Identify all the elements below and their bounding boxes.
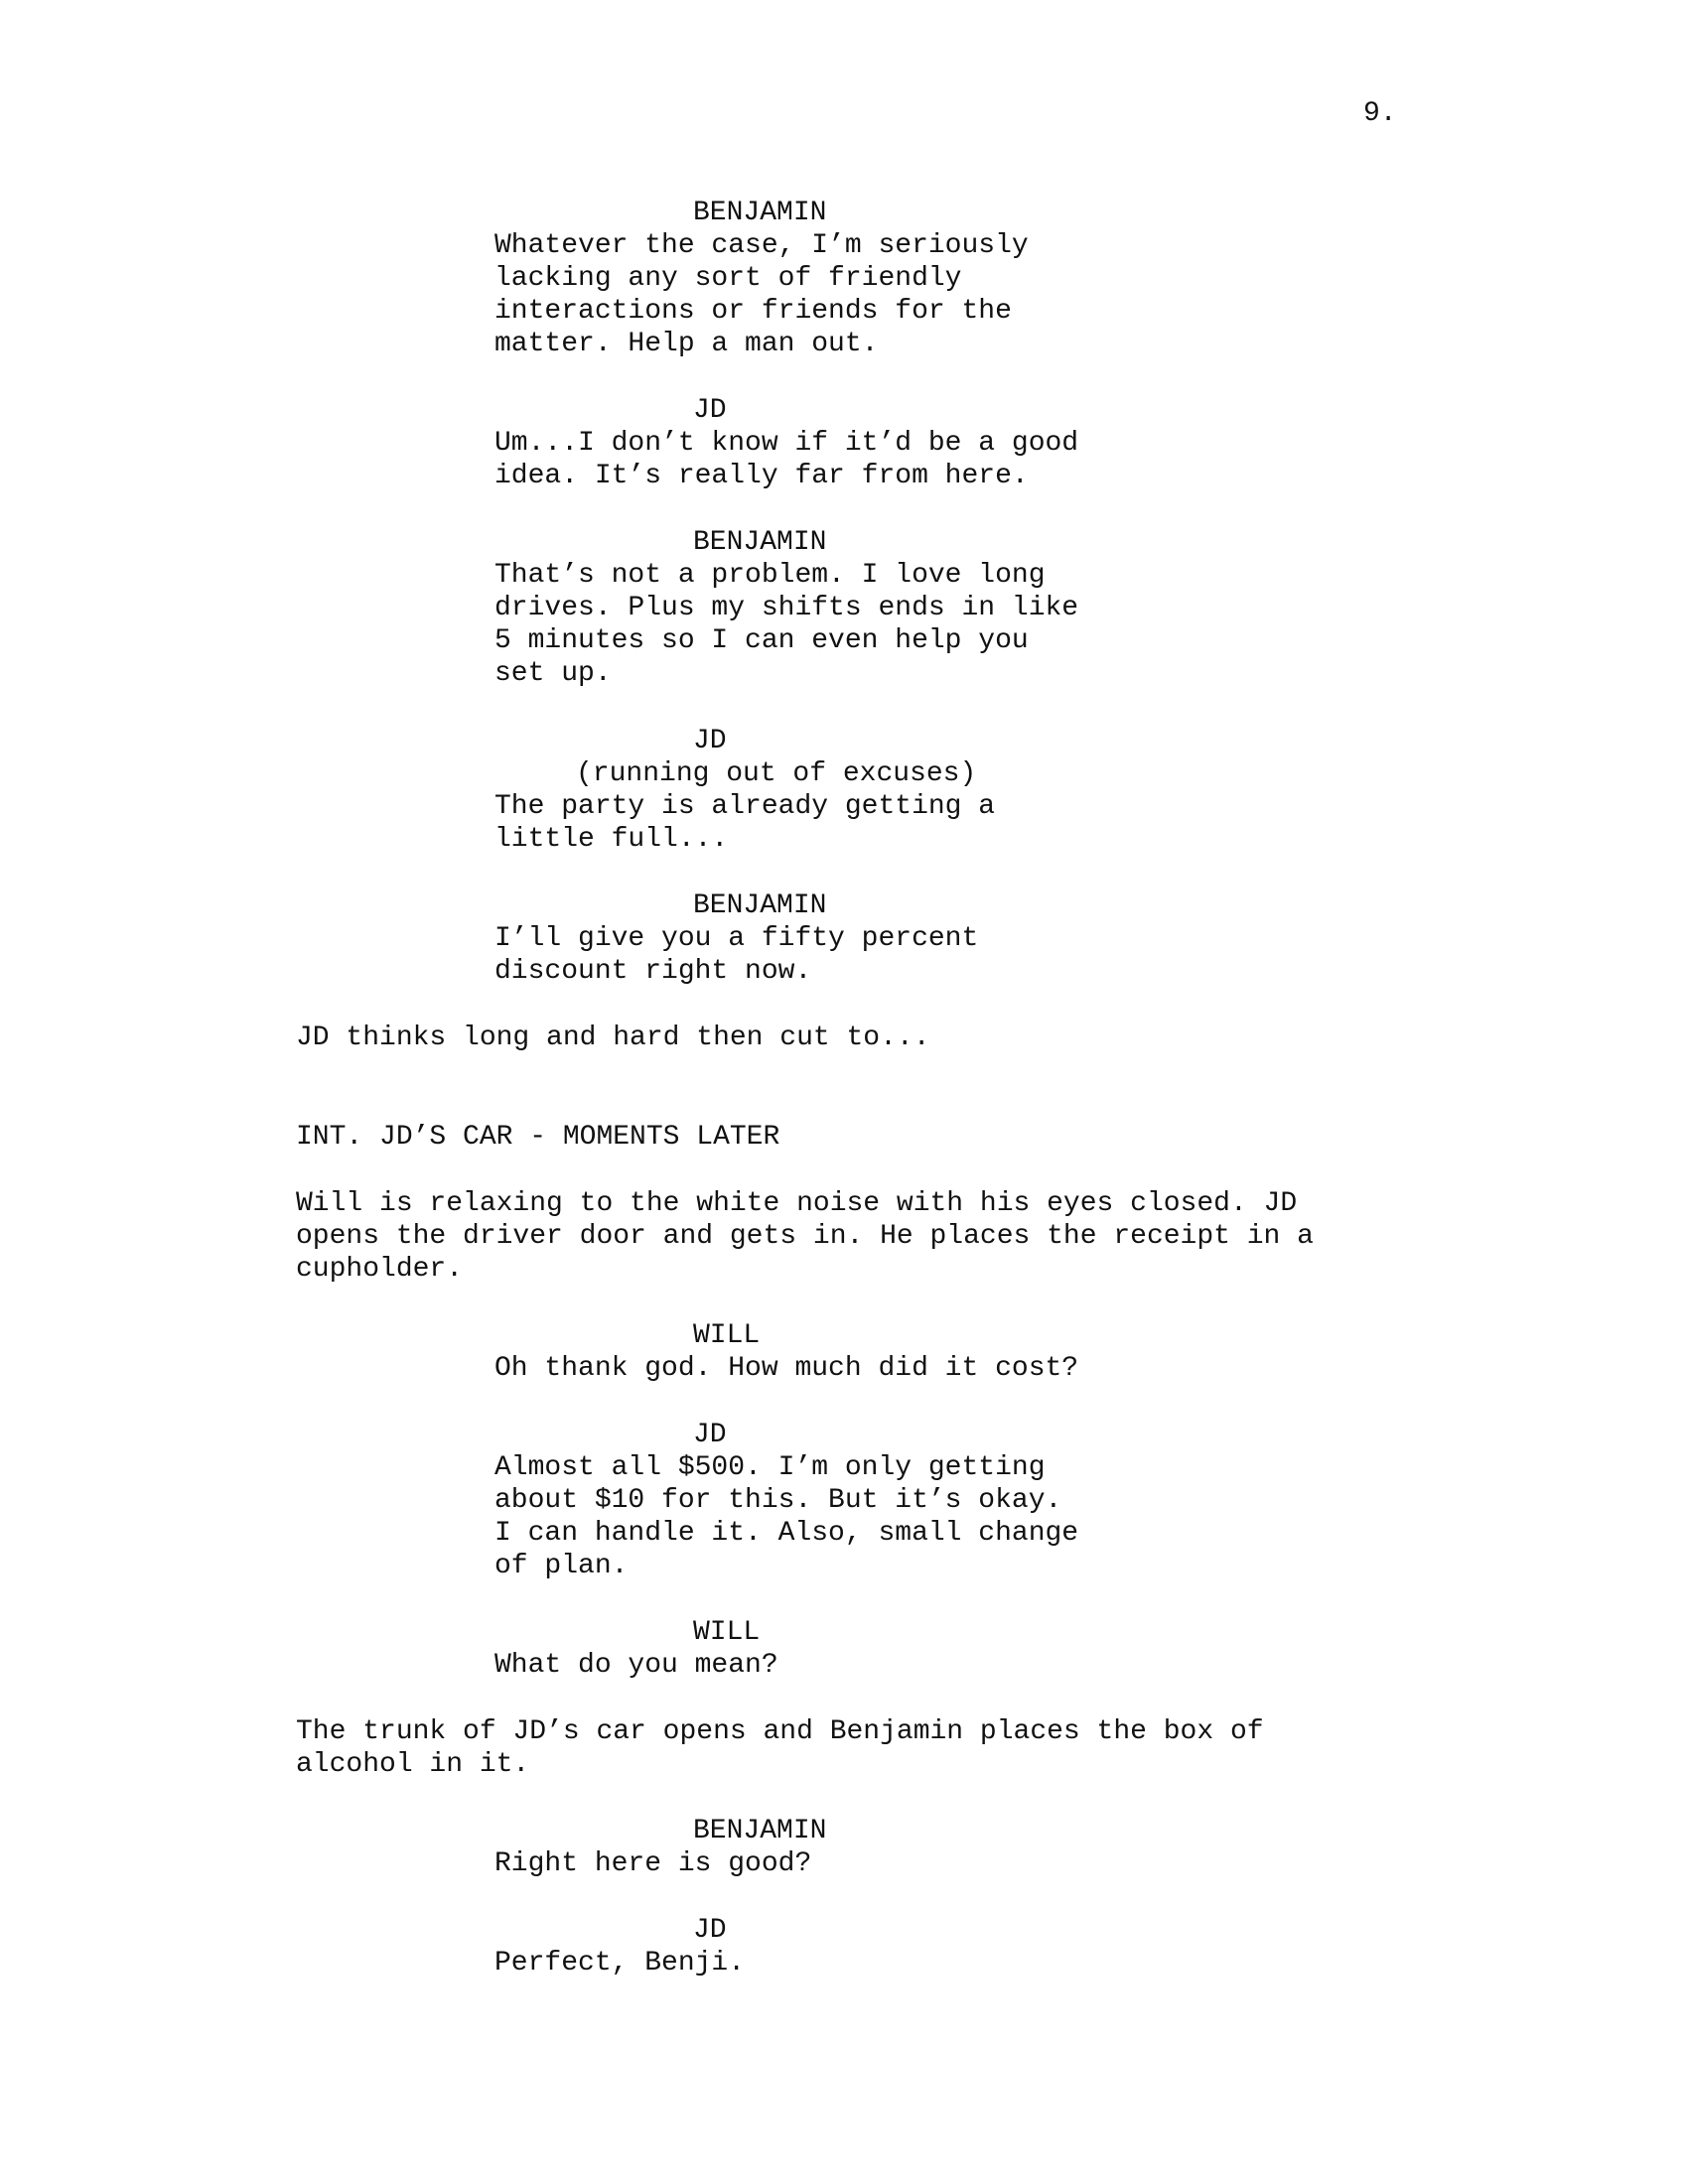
action-line: JD thinks long and hard then cut to...	[296, 1023, 930, 1053]
action-line: cupholder.	[296, 1254, 464, 1285]
dialogue-line: Perfect, Benji.	[494, 1948, 746, 1979]
dialogue-line: idea. It’s really far from here.	[494, 461, 1029, 491]
dialogue-line: I’ll give you a fifty percent	[494, 923, 979, 954]
character-name: BENJAMIN	[693, 890, 827, 921]
character-name: JD	[693, 1420, 727, 1450]
dialogue-line: I can handle it. Also, small change	[494, 1518, 1079, 1549]
dialogue-line: That’s not a problem. I love long	[494, 560, 1046, 591]
dialogue-line: discount right now.	[494, 956, 812, 987]
character-name: BENJAMIN	[693, 198, 827, 228]
dialogue-line: matter. Help a man out.	[494, 329, 879, 359]
dialogue-line: What do you mean?	[494, 1650, 778, 1681]
dialogue-line: Oh thank god. How much did it cost?	[494, 1353, 1079, 1384]
character-name: JD	[693, 1915, 727, 1946]
character-name: WILL	[693, 1320, 761, 1351]
dialogue-line: 5 minutes so I can even help you	[494, 625, 1029, 656]
page-number: 9.	[1363, 98, 1397, 129]
dialogue-line: Right here is good?	[494, 1848, 812, 1879]
dialogue-line: Whatever the case, I’m seriously	[494, 230, 1029, 261]
dialogue-line: about $10 for this. But it’s okay.	[494, 1485, 1062, 1516]
dialogue-line: set up.	[494, 658, 612, 689]
dialogue-line: Almost all $500. I’m only getting	[494, 1452, 1046, 1483]
action-line: Will is relaxing to the white noise with his eyes closed. JD	[296, 1188, 1298, 1219]
character-name: JD	[693, 395, 727, 426]
dialogue-line: little full...	[494, 824, 729, 855]
dialogue-line: of plan.	[494, 1551, 629, 1581]
character-name: BENJAMIN	[693, 527, 827, 558]
dialogue-line: The party is already getting a	[494, 791, 996, 822]
action-line: The trunk of JD’s car opens and Benjamin places the box of	[296, 1716, 1264, 1747]
action-line: alcohol in it.	[296, 1749, 530, 1780]
parenthetical: (running out of excuses)	[576, 758, 977, 789]
action-line: opens the driver door and gets in. He places the receipt in a	[296, 1221, 1314, 1252]
character-name: WILL	[693, 1617, 761, 1648]
character-name: JD	[693, 726, 727, 756]
dialogue-line: lacking any sort of friendly	[494, 263, 962, 294]
character-name: BENJAMIN	[693, 1816, 827, 1846]
scene-heading: INT. JD’S CAR - MOMENTS LATER	[296, 1122, 780, 1153]
dialogue-line: drives. Plus my shifts ends in like	[494, 593, 1079, 623]
dialogue-line: interactions or friends for the	[494, 296, 1012, 327]
dialogue-line: Um...I don’t know if it’d be a good	[494, 428, 1079, 459]
